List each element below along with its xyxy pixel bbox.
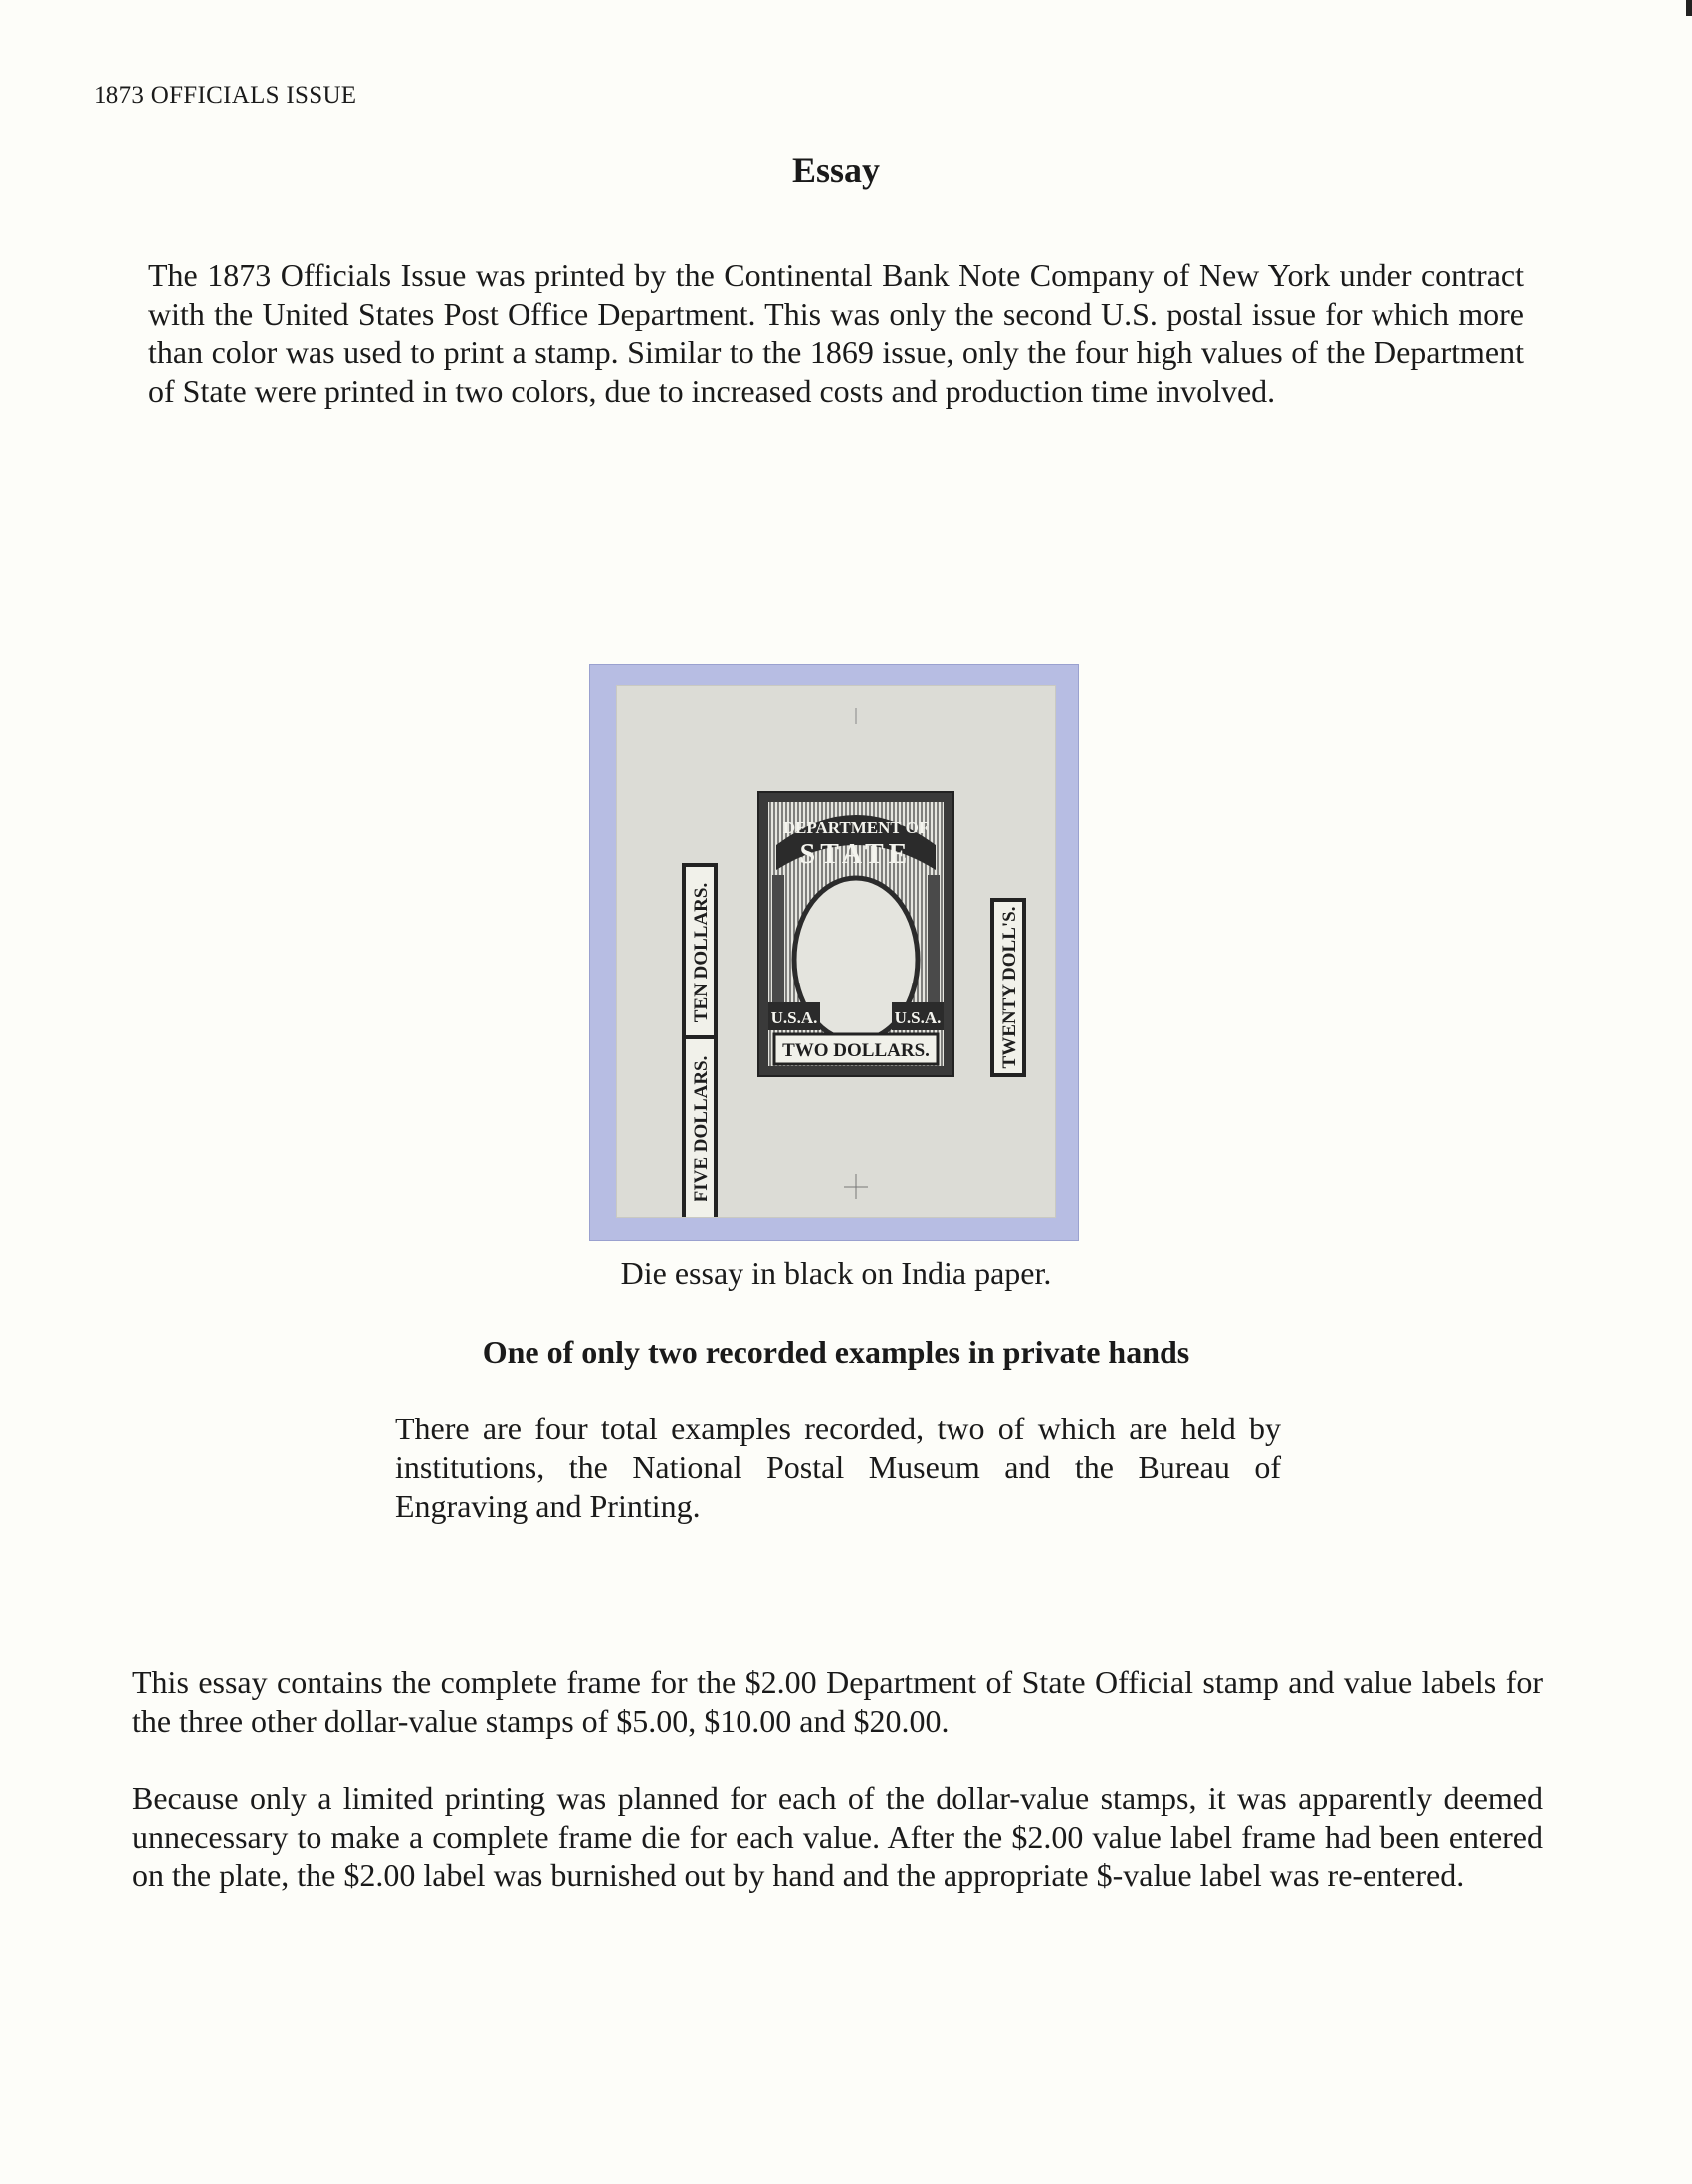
printing-explanation: Because only a limited printing was planned for each of the dollar-value stamps, it was apparently deemed unnecessary to make a complete frame die for each value. After the $2.00 value label frame had been entered on the plate, the $2.00 label was burnished out by hand and the appropriate $-value label was re-entered.: [132, 1780, 1543, 1893]
frame-top-line2: STATE: [799, 839, 913, 870]
essay-svg: [617, 686, 1055, 1217]
frame-top-line1: DEPARTMENT OF: [782, 818, 930, 837]
label-five-text: FIVE DOLLARS.: [691, 1055, 712, 1202]
label-twenty-dollars: [992, 900, 1024, 1075]
label-twenty-text: TWENTY DOLL'S.: [999, 906, 1020, 1069]
essay-caption: Die essay in black on India paper.: [620, 1255, 1052, 1291]
rarity-subheading: One of only two recorded examples in private hands: [482, 1334, 1190, 1370]
value-label-main: TWO DOLLARS.: [782, 1040, 930, 1061]
essay-mount: [589, 664, 1079, 1241]
die-essay-image: [617, 686, 1055, 1217]
main-stamp-frame: [758, 792, 953, 1076]
scan-edge-mark: [1686, 0, 1692, 16]
examples-note: There are four total examples recorded, two of which are held by institutions, the National Postal Museum and the Bureau of Engraving and Printing.: [395, 1411, 1281, 1524]
page-title: Essay: [791, 150, 881, 190]
page-header: 1873 OFFICIALS ISSUE: [94, 82, 357, 109]
label-ten-dollars: [684, 865, 716, 1040]
frame-description: This essay contains the complete frame for the $2.00 Department of State Official stamp and value labels for the three other dollar-value stamps of $5.00, $10.00 and $20.00.: [132, 1664, 1543, 1739]
usa-right-label: U.S.A.: [894, 1008, 942, 1027]
intro-paragraph: The 1873 Officials Issue was printed by the Continental Bank Note Company of New York under contract with the United States Post Office Department. This was only the second U.S. postal issue for which more than color was used to print a stamp. Similar to the 1869 issue, only the four high values of the Department of State were printed in two colors, due to increased costs and production time involved.: [148, 257, 1524, 409]
label-five-dollars: [684, 1037, 716, 1217]
label-ten-text: TEN DOLLARS.: [691, 882, 712, 1023]
usa-left-label: U.S.A.: [770, 1008, 818, 1027]
